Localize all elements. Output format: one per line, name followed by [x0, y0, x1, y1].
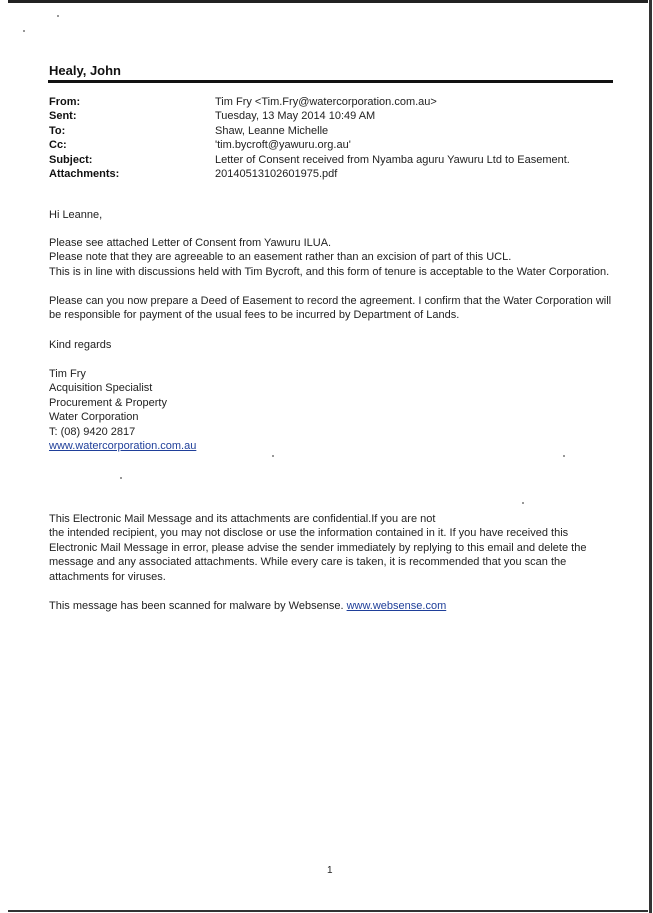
scan-speck: [272, 455, 274, 457]
body-paragraph-1: [49, 236, 624, 279]
body-line: Please see attached Letter of Consent from Yawuru ILUA.: [49, 237, 332, 249]
from-row: [49, 95, 619, 109]
subject-value: Letter of Consent received from Nyamba aguru Yawuru Ltd to Easement.: [215, 153, 570, 166]
company-website-link[interactable]: www.watercorporation.com.au: [49, 440, 197, 453]
attachments-row: [49, 167, 619, 181]
to-label: To:: [49, 124, 66, 137]
disclaimer-line: the intended recipient, you may not disclose or use the information contained in it. If you have received this: [49, 527, 569, 540]
sent-label: Sent:: [49, 110, 77, 123]
disclaimer-line: attachments for viruses.: [49, 570, 166, 583]
signature-name: Tim Fry: [49, 368, 86, 380]
scan-edge-bottom: [8, 910, 648, 912]
from-value: Tim Fry <Tim.Fry@watercorporation.com.au>: [215, 96, 437, 108]
body-line: be responsible for payment of the usual fees to be incurred by Department of Lands.: [49, 309, 460, 322]
scan-notice-text: This message has been scanned for malware by Websense.: [49, 600, 347, 612]
to-row: [49, 124, 619, 138]
malware-scan-notice: [49, 599, 624, 613]
signature-block: [49, 367, 624, 453]
body-paragraph-2: [49, 294, 624, 323]
header-divider: [48, 80, 613, 83]
scan-edge-right: [649, 0, 652, 913]
confidentiality-disclaimer: [49, 512, 624, 584]
subject-row: [49, 153, 619, 167]
scan-speck: [120, 477, 122, 479]
websense-link[interactable]: www.websense.com: [346, 600, 447, 612]
subject-label: Subject:: [49, 153, 93, 166]
mailbox-owner-name: Healy, John: [49, 63, 122, 78]
scan-edge-top: [8, 0, 648, 3]
sent-row: [49, 109, 619, 123]
greeting: [49, 208, 624, 222]
body-line: Please can you now prepare a Deed of Easement to record the agreement. I confirm that the Water Corporation will: [49, 295, 612, 307]
signature-department: Procurement & Property: [49, 396, 167, 409]
cc-value: 'tim.bycroft@yawuru.org.au': [215, 139, 351, 152]
greeting-text: Hi Leanne,: [49, 209, 103, 221]
body-line: This is in line with discussions held with Tim Bycroft, and this form of tenure is acceptable to the Water Corporation.: [49, 265, 610, 278]
email-metadata: [49, 95, 619, 181]
scan-speck: [23, 30, 25, 32]
attachments-label: Attachments:: [49, 168, 120, 181]
scan-speck: [57, 15, 59, 17]
signature-title: Acquisition Specialist: [49, 382, 153, 395]
from-label: From:: [49, 96, 81, 108]
scan-speck: [522, 502, 524, 504]
body-line: Please note that they are agreeable to an easement rather than an excision of part of this UCL.: [49, 251, 512, 264]
cc-row: [49, 138, 619, 152]
disclaimer-line: message and any associated attachments. While every care is taken, it is recommended that you scan the: [49, 556, 567, 569]
disclaimer-line: Electronic Mail Message in error, please advise the sender immediately by replying to this email and delete the: [49, 541, 587, 554]
signature-company: Water Corporation: [49, 411, 139, 424]
closing-text: Kind regards: [49, 339, 112, 351]
scan-speck: [563, 455, 565, 457]
sent-value: Tuesday, 13 May 2014 10:49 AM: [215, 110, 376, 123]
cc-label: Cc:: [49, 139, 67, 152]
closing: [49, 338, 624, 352]
attachment-file: 20140513102601975.pdf: [215, 168, 338, 181]
page-number: 1: [327, 865, 333, 876]
signature-phone: T: (08) 9420 2817: [49, 425, 136, 438]
to-value: Shaw, Leanne Michelle: [215, 124, 329, 137]
disclaimer-line: This Electronic Mail Message and its attachments are confidential.If you are not: [49, 513, 436, 525]
